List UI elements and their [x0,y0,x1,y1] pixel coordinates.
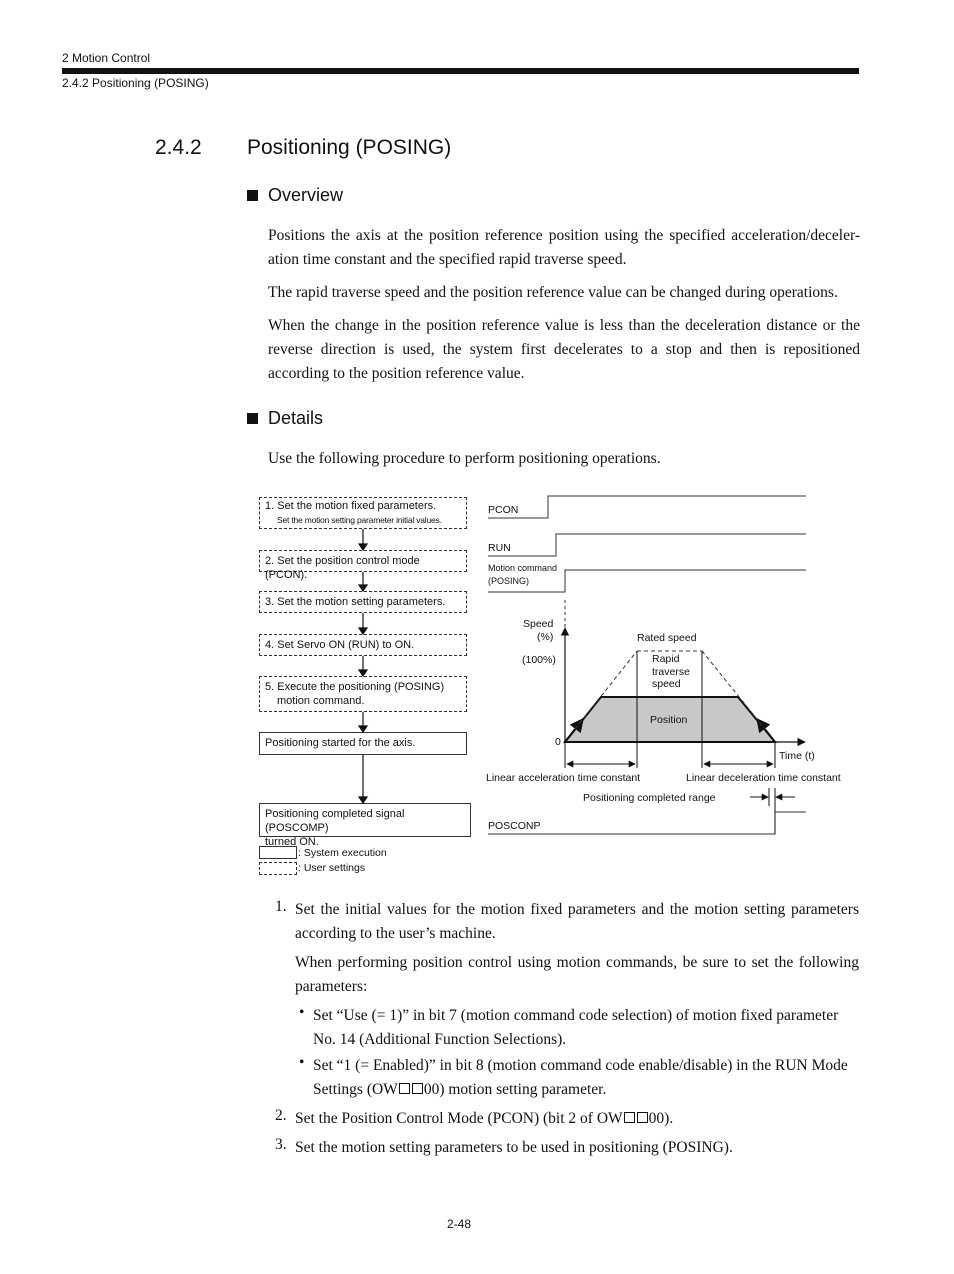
run-label: RUN [488,542,511,554]
flow-step-1: 1. Set the motion fixed parameters. Set the motion setting parameter initial values. [259,497,467,529]
flow-arrow-icon [359,797,367,803]
completed-range-label: Positioning completed range [583,792,716,804]
item-2-number: 2. [275,1107,287,1124]
rated-speed-label: Rated speed [637,632,697,644]
speed-axis-label: Speed [523,618,554,630]
overview-paragraph-2: The rapid traverse speed and the position reference value can be changed during operations. [268,284,838,301]
time-axis-label: Time (t) [779,750,815,762]
flow-arrow-icon [359,628,367,634]
run-signal-line [488,534,806,556]
section-title: Positioning (POSING) [247,136,452,159]
flow-arrow-icon [359,726,367,732]
flow-arrow-icon [359,670,367,676]
posconp-label: POSCONP [488,820,541,832]
page-number: 2-48 [447,1217,472,1231]
placeholder-box-icon [399,1083,410,1094]
overview-heading: Overview [247,185,343,206]
item-2-text: Set the Position Control Mode (PCON) (bit 2 of OW 00). [295,1110,674,1127]
accel-time-label: Linear acceleration time constant [486,772,641,784]
item-1-note: When performing position control using motion commands, be sure to set the following parameters: [295,954,859,995]
bullet-dot-icon: • [299,1054,305,1071]
rapid-traverse-speed-label: Rapid traverse speed [652,653,690,690]
flow-arrow-icon [359,585,367,591]
placeholder-box-icon [624,1112,635,1123]
flow-step-5: 5. Execute the positioning (POSING) motion command. [259,676,467,712]
flow-positioning-completed: Positioning completed signal (POSCOMP) turned ON. [259,803,471,837]
legend-system-label: : System execution [298,847,387,859]
item-3-text: Set the motion setting parameters to be used in positioning (POSING). [295,1139,733,1156]
flow-positioning-started: Positioning started for the axis. [259,732,467,755]
pcon-signal-line [488,496,806,518]
bullet-2-text: Set “1 (= Enabled)” in bit 8 (motion command code enable/disable) in the RUN Mode Settings (OW 00) motion setting parameter. [313,1057,848,1098]
placeholder-box-icon [412,1083,423,1094]
item-1-text: Set the initial values for the motion fixed parameters and the motion setting parameters according to the user’s machine. [295,901,859,942]
bullet-dot-icon: • [299,1004,305,1021]
bullet-1-text: Set “Use (= 1)” in bit 7 (motion command code selection) of motion fixed parameter No. 14 (Additional Function Selections). [313,1007,839,1048]
overview-paragraph-3: When the change in the position reference value is less than the deceleration distance or the reverse direction is used, the system first decelerates to a stop and then is repositioned according to the position reference value. [268,317,860,382]
details-intro: Use the following procedure to perform positioning operations. [268,450,661,467]
decel-time-label: Linear deceleration time constant [686,772,841,784]
position-label: Position [650,714,688,726]
header-chapter: 2 Motion Control [62,51,151,65]
flow-arrow-icon [359,544,367,550]
flow-step-3: 3. Set the motion setting parameters. [259,591,467,613]
speed-unit-label: (%) [537,631,554,643]
zero-label: 0 [555,736,561,748]
flow-step-4: 4. Set Servo ON (RUN) to ON. [259,634,467,656]
flow-step-2: 2. Set the position control mode (PCON). [259,550,467,572]
section-number: 2.4.2 [155,136,202,159]
hundred-percent-label: (100%) [522,654,556,666]
legend-user-label: : User settings [298,862,366,874]
pcon-label: PCON [488,504,519,516]
details-heading: Details [247,408,323,429]
item-3-number: 3. [275,1136,287,1153]
header-section: 2.4.2 Positioning (POSING) [62,76,209,90]
motion-command-label: Motion command (POSING) [488,563,558,586]
overview-paragraph-1: Positions the axis at the position reference position using the specified acceleration/deceler-ation time constant and the specified rapid traverse speed. [268,227,860,268]
placeholder-box-icon [637,1112,648,1123]
item-1-number: 1. [275,898,287,915]
